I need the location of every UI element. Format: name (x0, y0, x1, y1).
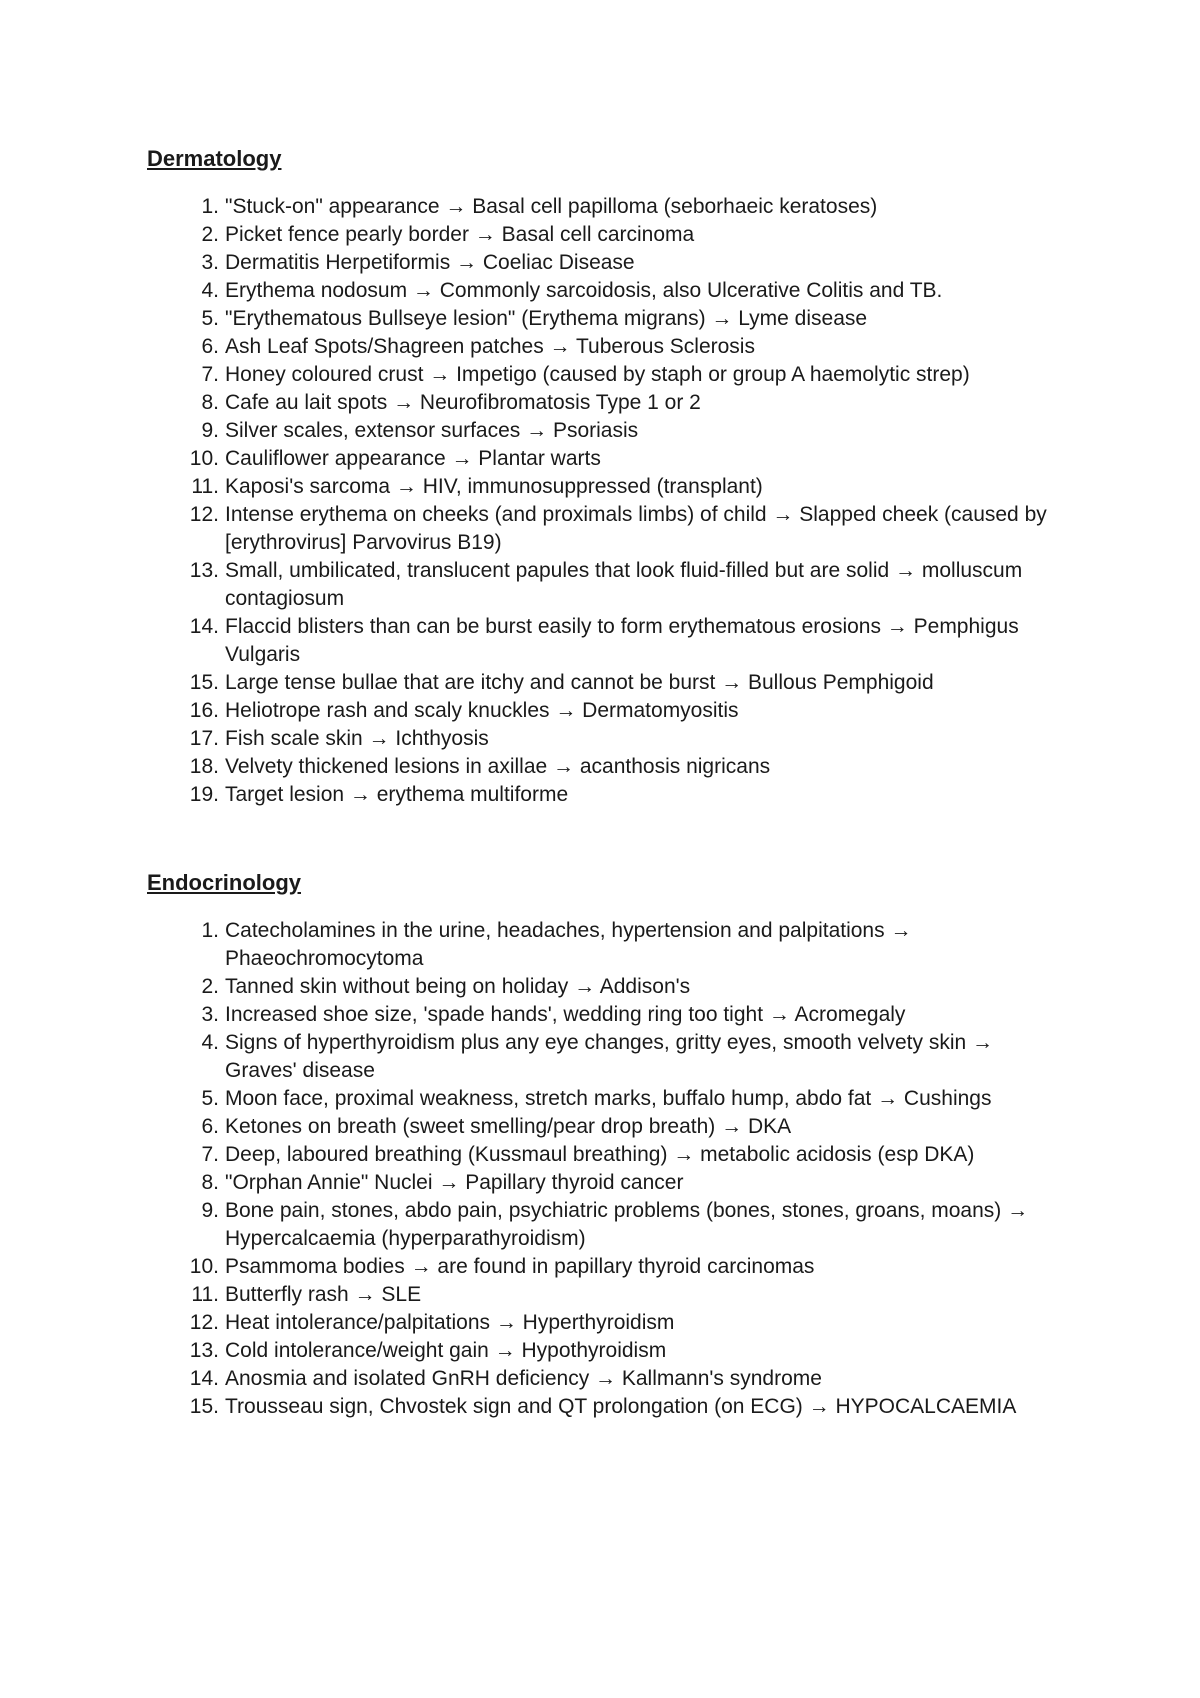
list-item (147, 557, 1067, 613)
list-item-text: Honey coloured crust → Impetigo (caused by staph or group A haemolytic strep) (225, 363, 970, 386)
list-item-number: 4. (201, 279, 219, 302)
list-item-text: Trousseau sign, Chvostek sign and QT prolongation (on ECG) → HYPOCALCAEMIA (225, 1395, 1017, 1418)
list-item-text: Heliotrope rash and scaly knuckles → Dermatomyositis (225, 699, 739, 722)
list-item (147, 917, 1067, 973)
list-item-number: 8. (201, 1171, 219, 1194)
list-item-text: Ash Leaf Spots/Shagreen patches → Tuberous Sclerosis (225, 335, 755, 358)
list-item (147, 1029, 1067, 1085)
list-item-text: Signs of hyperthyroidism plus any eye changes, gritty eyes, smooth velvety skin → Graves' disease (225, 1031, 994, 1082)
list-item-number: 15. (189, 671, 219, 694)
list-item-number: 12. (189, 1311, 219, 1334)
numbered-list (147, 193, 1067, 809)
list-item-text: Psammoma bodies → are found in papillary thyroid carcinomas (225, 1255, 815, 1278)
list-item (147, 1141, 1067, 1169)
list-item-text: Tanned skin without being on holiday → Addison's (225, 975, 691, 998)
list-item-text: Flaccid blisters than can be burst easily to form erythematous erosions → Pemphigus Vulgaris (225, 615, 1019, 666)
list-item (147, 221, 1067, 249)
list-item (147, 669, 1067, 697)
section-endocrinology (147, 869, 1067, 1421)
list-item-number: 1. (201, 195, 219, 218)
list-item (147, 973, 1067, 1001)
list-item (147, 193, 1067, 221)
list-item-text: Deep, laboured breathing (Kussmaul breathing) → metabolic acidosis (esp DKA) (225, 1143, 975, 1166)
list-item (147, 1085, 1067, 1113)
list-item-text: Erythema nodosum → Commonly sarcoidosis, also Ulcerative Colitis and TB. (225, 279, 943, 302)
list-item-text: Bone pain, stones, abdo pain, psychiatric problems (bones, stones, groans, moans) → Hypercalcaemia (hyperparathyroidism) (225, 1199, 1029, 1250)
list-item-number: 3. (201, 1003, 219, 1026)
list-item-number: 1. (201, 919, 219, 942)
list-item-number: 11. (191, 1283, 219, 1306)
list-item (147, 1393, 1067, 1421)
list-item (147, 753, 1067, 781)
list-item-text: Large tense bullae that are itchy and cannot be burst → Bullous Pemphigoid (225, 671, 934, 694)
list-item-text: Velvety thickened lesions in axillae → acanthosis nigricans (225, 755, 771, 778)
list-item-text: Increased shoe size, 'spade hands', wedding ring too tight → Acromegaly (225, 1003, 906, 1026)
list-item-text: Intense erythema on cheeks (and proximals limbs) of child → Slapped cheek (caused by [erythrovirus] Parvovirus B19) (225, 503, 1047, 554)
list-item-text: Ketones on breath (sweet smelling/pear drop breath) → DKA (225, 1115, 792, 1138)
list-item-text: Catecholamines in the urine, headaches, hypertension and palpitations → Phaeochromocytoma (225, 919, 912, 970)
list-item-text: Anosmia and isolated GnRH deficiency → Kallmann's syndrome (225, 1367, 822, 1390)
section-heading: Endocrinology (147, 870, 301, 895)
list-item-number: 15. (189, 1395, 219, 1418)
list-item-text: Silver scales, extensor surfaces → Psoriasis (225, 419, 639, 442)
list-item-text: Cold intolerance/weight gain → Hypothyroidism (225, 1339, 667, 1362)
list-item (147, 389, 1067, 417)
list-item (147, 1001, 1067, 1029)
list-item-number: 19. (189, 783, 219, 806)
list-item (147, 725, 1067, 753)
list-item-text: Moon face, proximal weakness, stretch marks, buffalo hump, abdo fat → Cushings (225, 1087, 992, 1110)
list-item (147, 1365, 1067, 1393)
list-item (147, 277, 1067, 305)
list-item-number: 10. (189, 447, 219, 470)
list-item-number: 16. (189, 699, 219, 722)
list-item (147, 1197, 1067, 1253)
list-item-number: 2. (201, 223, 219, 246)
list-item-number: 2. (201, 975, 219, 998)
list-item (147, 697, 1067, 725)
list-item-number: 8. (201, 391, 219, 414)
list-item (147, 333, 1067, 361)
list-item-text: "Stuck-on" appearance → Basal cell papilloma (seborhaeic keratoses) (225, 195, 878, 218)
numbered-list (147, 917, 1067, 1421)
list-item-number: 7. (201, 363, 219, 386)
list-item-number: 6. (201, 335, 219, 358)
list-item-number: 6. (201, 1115, 219, 1138)
list-item-number: 9. (201, 419, 219, 442)
list-item-text: "Erythematous Bullseye lesion" (Erythema migrans) → Lyme disease (225, 307, 868, 330)
list-item-number: 11. (191, 475, 219, 498)
list-item (147, 501, 1067, 557)
list-item (147, 361, 1067, 389)
section-dermatology (147, 145, 1067, 809)
list-item (147, 305, 1067, 333)
list-item-number: 13. (189, 1339, 219, 1362)
list-item (147, 473, 1067, 501)
list-item-text: Butterfly rash → SLE (225, 1283, 422, 1306)
list-item-number: 4. (201, 1031, 219, 1054)
list-item (147, 1337, 1067, 1365)
list-item-text: Target lesion → erythema multiforme (225, 783, 569, 806)
list-item-text: Dermatitis Herpetiformis → Coeliac Disease (225, 251, 635, 274)
list-item-number: 14. (189, 615, 219, 638)
list-item (147, 1113, 1067, 1141)
list-item-number: 13. (189, 559, 219, 582)
list-item-text: Small, umbilicated, translucent papules that look fluid-filled but are solid → molluscum contagiosum (225, 559, 1023, 610)
list-item-number: 10. (189, 1255, 219, 1278)
list-item (147, 613, 1067, 669)
list-item-text: Cauliflower appearance → Plantar warts (225, 447, 601, 470)
list-item-number: 7. (201, 1143, 219, 1166)
list-item (147, 1281, 1067, 1309)
list-item-number: 18. (189, 755, 219, 778)
list-item-text: Picket fence pearly border → Basal cell carcinoma (225, 223, 695, 246)
list-item-text: Fish scale skin → Ichthyosis (225, 727, 489, 750)
section-heading: Dermatology (147, 146, 282, 171)
list-item (147, 1309, 1067, 1337)
list-item-number: 5. (201, 1087, 219, 1110)
list-item-number: 14. (189, 1367, 219, 1390)
list-item (147, 1253, 1067, 1281)
list-item-number: 12. (189, 503, 219, 526)
list-item-text: Cafe au lait spots → Neurofibromatosis Type 1 or 2 (225, 391, 701, 414)
list-item (147, 781, 1067, 809)
list-item-number: 5. (201, 307, 219, 330)
list-item-number: 9. (201, 1199, 219, 1222)
list-item-number: 17. (189, 727, 219, 750)
list-item-text: Heat intolerance/palpitations → Hyperthyroidism (225, 1311, 675, 1334)
list-item (147, 1169, 1067, 1197)
list-item (147, 249, 1067, 277)
list-item-text: Kaposi's sarcoma → HIV, immunosuppressed (transplant) (225, 475, 763, 498)
list-item (147, 445, 1067, 473)
list-item-number: 3. (201, 251, 219, 274)
list-item-text: "Orphan Annie" Nuclei → Papillary thyroid cancer (225, 1171, 684, 1194)
list-item (147, 417, 1067, 445)
